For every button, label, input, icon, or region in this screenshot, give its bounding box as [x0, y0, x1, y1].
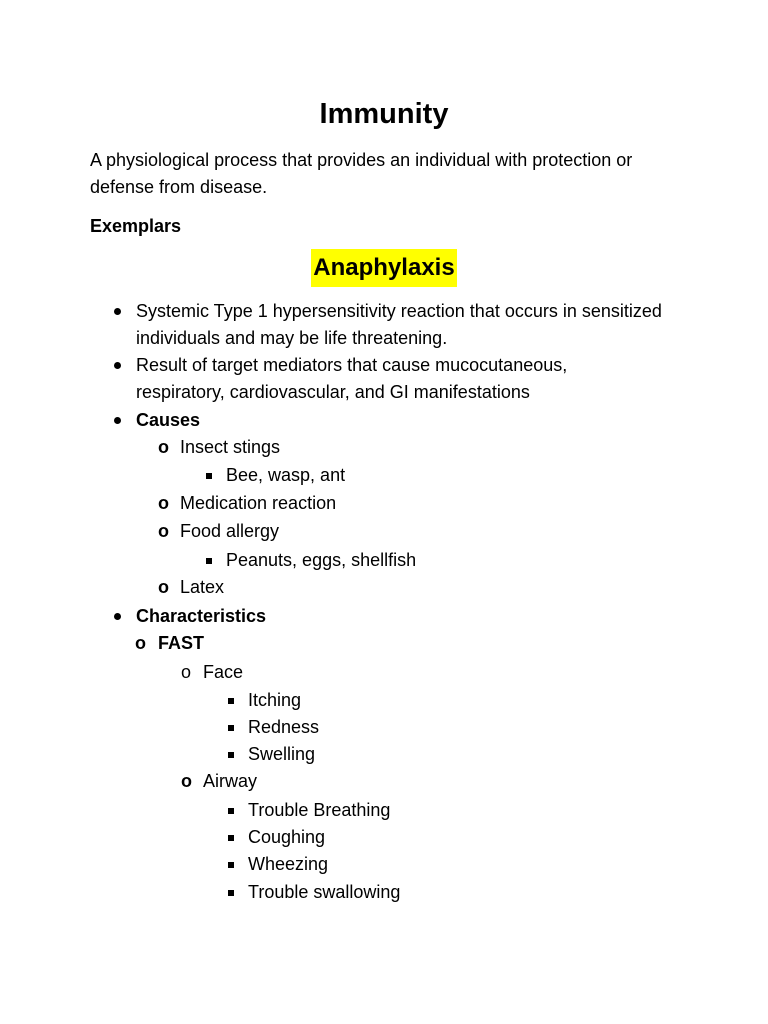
list-item — [226, 851, 526, 878]
cause-example: Peanuts, eggs, shellfish — [226, 550, 417, 570]
symptom-item: Trouble Breathing — [248, 800, 391, 820]
square-bullet-icon — [228, 725, 234, 731]
list-item — [112, 407, 412, 434]
bullet-text: Result of target mediators that cause mucocutaneous, respiratory, cardiovascular, and GI manifestations — [136, 355, 568, 402]
list-item — [226, 797, 526, 824]
square-bullet-icon — [228, 890, 234, 896]
causes-heading: Causes — [136, 410, 201, 430]
symptom-item: Coughing — [248, 827, 326, 847]
circle-bullet-icon: o — [158, 577, 169, 597]
section-label: Exemplars — [90, 216, 182, 236]
list-item — [112, 298, 712, 352]
circle-bullet-icon: o — [158, 493, 169, 513]
bullet-dot-icon — [114, 613, 121, 620]
square-bullet-icon — [228, 835, 234, 841]
subtitle-wrapper — [0, 249, 768, 287]
bullet-dot-icon — [114, 417, 121, 424]
circle-bullet-icon: o — [135, 633, 146, 653]
list-item — [226, 879, 526, 906]
symptom-item: Trouble swallowing — [248, 882, 401, 902]
definition-paragraph: A physiological process that provides an individual with protection or defense from disease. — [90, 150, 633, 197]
document-title: Immunity — [319, 98, 449, 130]
cause-item: Latex — [180, 577, 225, 597]
list-item — [112, 603, 412, 630]
list-item — [204, 547, 504, 574]
list-item — [204, 462, 504, 489]
square-bullet-icon — [228, 862, 234, 868]
list-item — [112, 352, 712, 406]
fast-category: Face — [203, 662, 244, 682]
list-item — [158, 434, 458, 461]
circle-bullet-icon: o — [158, 521, 169, 541]
square-bullet-icon — [228, 698, 234, 704]
symptom-item: Wheezing — [248, 854, 329, 874]
list-item — [226, 687, 526, 714]
list-item — [158, 490, 458, 517]
list-item — [181, 768, 481, 795]
cause-item: Insect stings — [180, 437, 281, 457]
list-item — [181, 659, 481, 686]
bullet-text: Systemic Type 1 hypersensitivity reaction that occurs in sensitized individuals and may be life threatening. — [136, 301, 662, 348]
characteristics-heading: Characteristics — [136, 606, 267, 626]
square-bullet-icon — [206, 473, 212, 479]
square-bullet-icon — [228, 752, 234, 758]
list-item — [226, 714, 526, 741]
fast-category: Airway — [203, 771, 258, 791]
fast-heading: FAST — [158, 633, 205, 653]
symptom-item: Redness — [248, 717, 320, 737]
circle-bullet-icon: o — [158, 437, 169, 457]
symptom-item: Swelling — [248, 744, 316, 764]
list-item — [226, 741, 526, 768]
circle-bullet-icon: o — [181, 771, 192, 791]
circle-bullet-icon: o — [181, 662, 192, 682]
cause-example: Bee, wasp, ant — [226, 465, 346, 485]
highlighted-subtitle: Anaphylaxis — [311, 249, 456, 287]
square-bullet-icon — [206, 558, 212, 564]
list-item — [135, 630, 435, 657]
bullet-dot-icon — [114, 308, 121, 315]
list-item — [226, 824, 526, 851]
list-item — [158, 574, 458, 601]
square-bullet-icon — [228, 808, 234, 814]
symptom-item: Itching — [248, 690, 302, 710]
list-item — [158, 518, 458, 545]
cause-item: Food allergy — [180, 521, 280, 541]
bullet-dot-icon — [114, 362, 121, 369]
cause-item: Medication reaction — [180, 493, 337, 513]
